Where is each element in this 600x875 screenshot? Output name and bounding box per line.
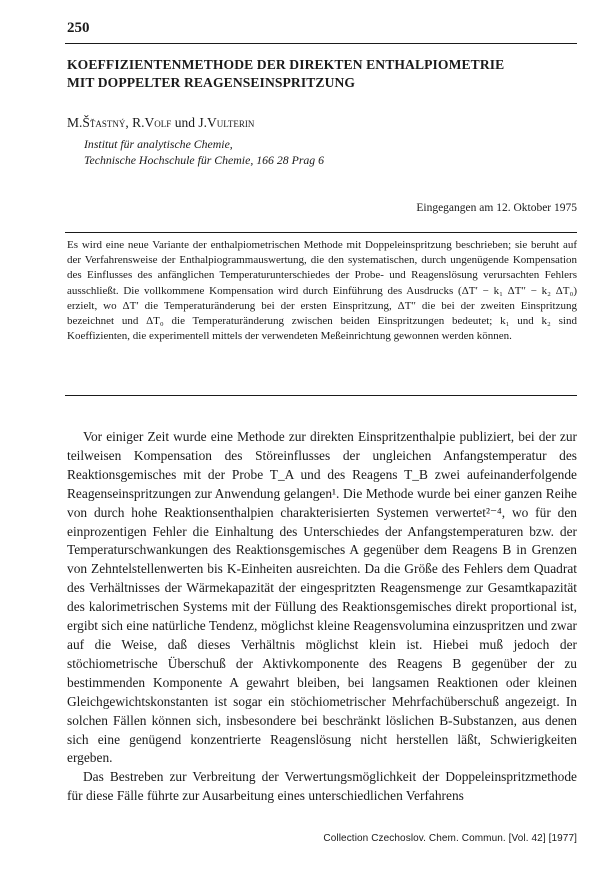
abstract-bottom-rule	[65, 395, 577, 396]
paragraph-1: Vor einiger Zeit wurde eine Methode zur direkten Einspritzenthalpie publiziert, bei der zur teilweisen Kompensation des Störeinflusses der ungleichen Anfangstemperatur des Reaktionsgemisches mit der Probe T_A und des Reagens T_B zwei aufeinanderfolgende Reagenseinspritzungen zur Anwendung gelangen¹. Die Methode wurde bei einer ganzen Reihe von durch hohe Reaktionsenthalpien charakterisierten Systemen verwertet²⁻⁴, wo für den einprozentigen Fehler die Einhaltung des Unterschiedes der Anfangstemperaturen bzw. der Temperaturschwankungen des Reaktionsgemisches A gegenüber dem Reagens B in Grenzen von Zehntelstellenwerten bis K-Einheiten ausreichten. Da die Größe des Fehlers dem Quadrat des Verhältnisses der Wärmekapazität der eingespritzten Reagensmenge zur Gesamtkapazität des kalorimetrischen Systems mit der Füllung des Reaktionsgemisches direkt proportional ist, ergibt sich eine natürliche Tendenz, möglichst kleine Reagensvolumina einzuspritzen und zwar auf die Weise, daß dieses Verhältnis möglichst klein ist. Hiebei muß jedoch der stöchiometrische Überschuß der Aktivkomponente des Reagens B gegenüber der zu bestimmenden Komponente A gewahrt bleiben, bei langsamen Reaktionen oder kleinen Gleichgewichtskonstanten ist sogar ein stöchiometrischer Mehrfachüberschuß angezeigt. In solchen Fällen können sich, insbesondere bei beschränkt löslichen B-Substanzen, aus denen sich eine genügend konzentrierte Reagenslösung nicht herstellen läßt, Schwierigkeiten ergeben.	[67, 429, 577, 766]
author-2-name: Volf	[144, 115, 172, 130]
journal-footer: Collection Czechoslov. Chem. Commun. [Vol. 42] [1977]	[323, 833, 577, 844]
paragraph-2: Das Bestreben zur Verbreitung der Verwertungsmöglichkeit der Doppeleinspritzmethode für diese Fälle führte zur Ausarbeitung eines unterschiedlichen Verfahrens	[67, 769, 577, 804]
author-1-name: Šťastný	[82, 115, 126, 130]
title-line-1: KOEFFIZIENTENMETHODE DER DIREKTEN ENTHALPIOMETRIE	[67, 57, 505, 72]
author-connector: und J.	[171, 115, 207, 130]
paper-title	[67, 56, 577, 92]
abstract: Es wird eine neue Variante der enthalpiometrischen Methode mit Doppeleinspritzung beschrieben; sie beruht auf der Verfahrensweise der Enthalpiogrammauswertung, die den systematischen, durch ungenügende Kompensation des Einflusses des anfänglichen Temperaturunterschiedes der Probe- und Reagenslösung verursachten Fehlers ausschließt. Die vollkommene Kompensation wird durch Einführung des Ausdrucks (ΔT′ − k₁ ΔT″ − k₂ ΔT₀) erzielt, wo ΔT′ die Temperaturänderung bei der ersten Einspritzung, ΔT″ die bei der zweiten Einspritzung bezeichnet und ΔT₀ die Temperaturänderung zwischen beiden Einspritzungen bedeutet; k₁ und k₂ sind Koeffizienten, die experimentell mittels der verwendeten Meßeinrichtung gewonnen werden können.	[67, 239, 577, 343]
abstract-top-rule	[65, 232, 577, 233]
header-rule	[65, 43, 577, 44]
author-3-name: Vulterin	[206, 115, 255, 130]
affiliation	[84, 136, 324, 168]
title-line-2: MIT DOPPELTER REAGENSEINSPRITZUNG	[67, 75, 356, 90]
page-number: 250	[67, 20, 90, 36]
author-2-initial: , R.	[125, 115, 145, 130]
author-1-initial: M.	[67, 115, 83, 130]
author-list	[67, 115, 254, 131]
received-date: Eingegangen am 12. Oktober 1975	[416, 202, 577, 214]
body-text	[67, 428, 577, 806]
affiliation-line-2: Technische Hochschule für Chemie, 166 28 Prag 6	[84, 153, 325, 167]
affiliation-line-1: Institut für analytische Chemie,	[84, 137, 233, 151]
